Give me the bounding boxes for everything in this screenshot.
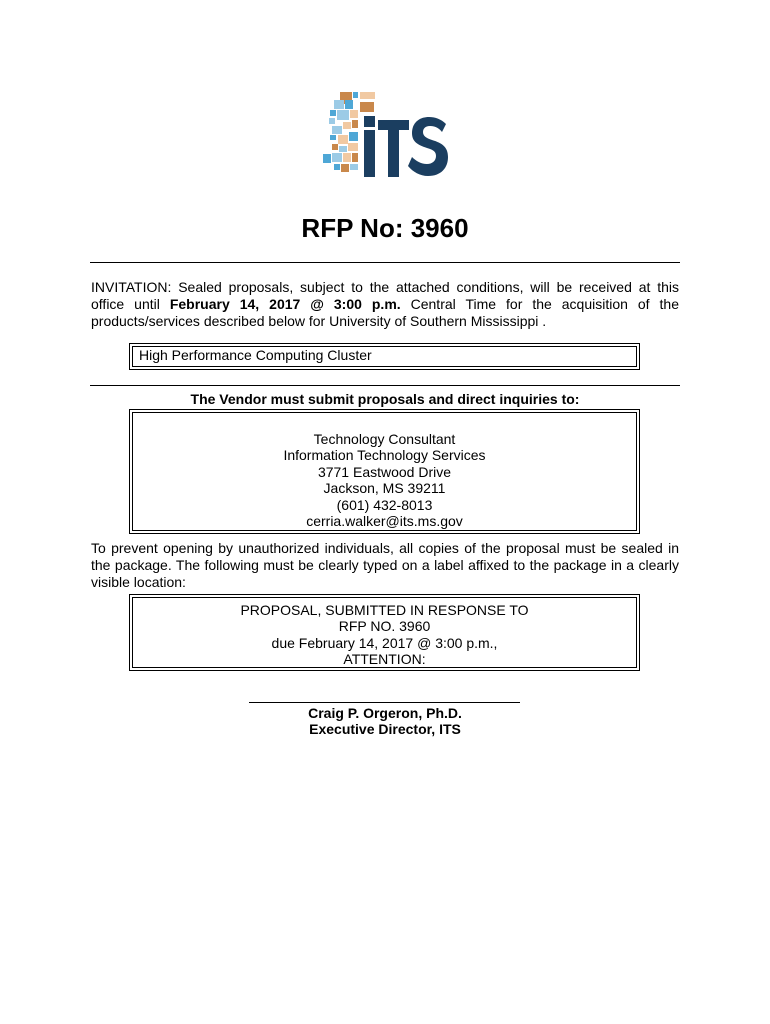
submit-heading: The Vendor must submit proposals and direct inquiries to: [190,391,580,407]
label-line-2: RFP NO. 3960 [338,618,431,635]
invitation-lead: INVITATION: Sealed proposals, subject to the attached conditions, will be received at this office until [91,279,679,312]
project-name: High Performance Computing Cluster [132,346,637,367]
signature-line [249,702,520,703]
contact-box [129,409,640,534]
contact-email: cerria.walker@its.ms.gov [306,513,463,530]
divider-top [90,262,680,263]
its-logo-graphic [320,90,450,180]
label-line-4: ATTENTION: [343,651,426,668]
logo-lettering [364,116,448,177]
invitation-paragraph [91,279,679,330]
contact-phone: (601) 432-8013 [336,496,433,513]
invitation-tail: Central Time for the acquisition of the products/services described below for University of Southern Mississippi . [91,296,679,329]
project-name-box [129,343,640,370]
rfp-title: RFP No: 3960 [301,213,469,243]
package-label [132,597,637,668]
package-label-box [129,594,640,671]
contact-organization: Information Technology Services [283,447,486,464]
its-logo [320,90,450,180]
invitation-deadline: February 14, 2017 @ 3:00 p.m. [169,296,401,312]
label-line-3: due February 14, 2017 @ 3:00 p.m., [271,634,498,651]
contact-title: Technology Consultant [313,431,456,447]
contact-city-state-zip: Jackson, MS 39211 [323,480,446,497]
contact-details [132,412,637,531]
divider-middle [90,385,680,386]
contact-street: 3771 Eastwood Drive [317,463,452,480]
signatory-title: Executive Director, ITS [309,721,461,737]
label-line-1: PROPOSAL, SUBMITTED IN RESPONSE TO [240,602,529,618]
signatory-name: Craig P. Orgeron, Ph.D. [308,705,462,721]
seal-instructions: To prevent opening by unauthorized individuals, all copies of the proposal must be sealed in the package. The following must be clearly typed on a label affixed to the package in a clearly visible location: [91,540,679,590]
